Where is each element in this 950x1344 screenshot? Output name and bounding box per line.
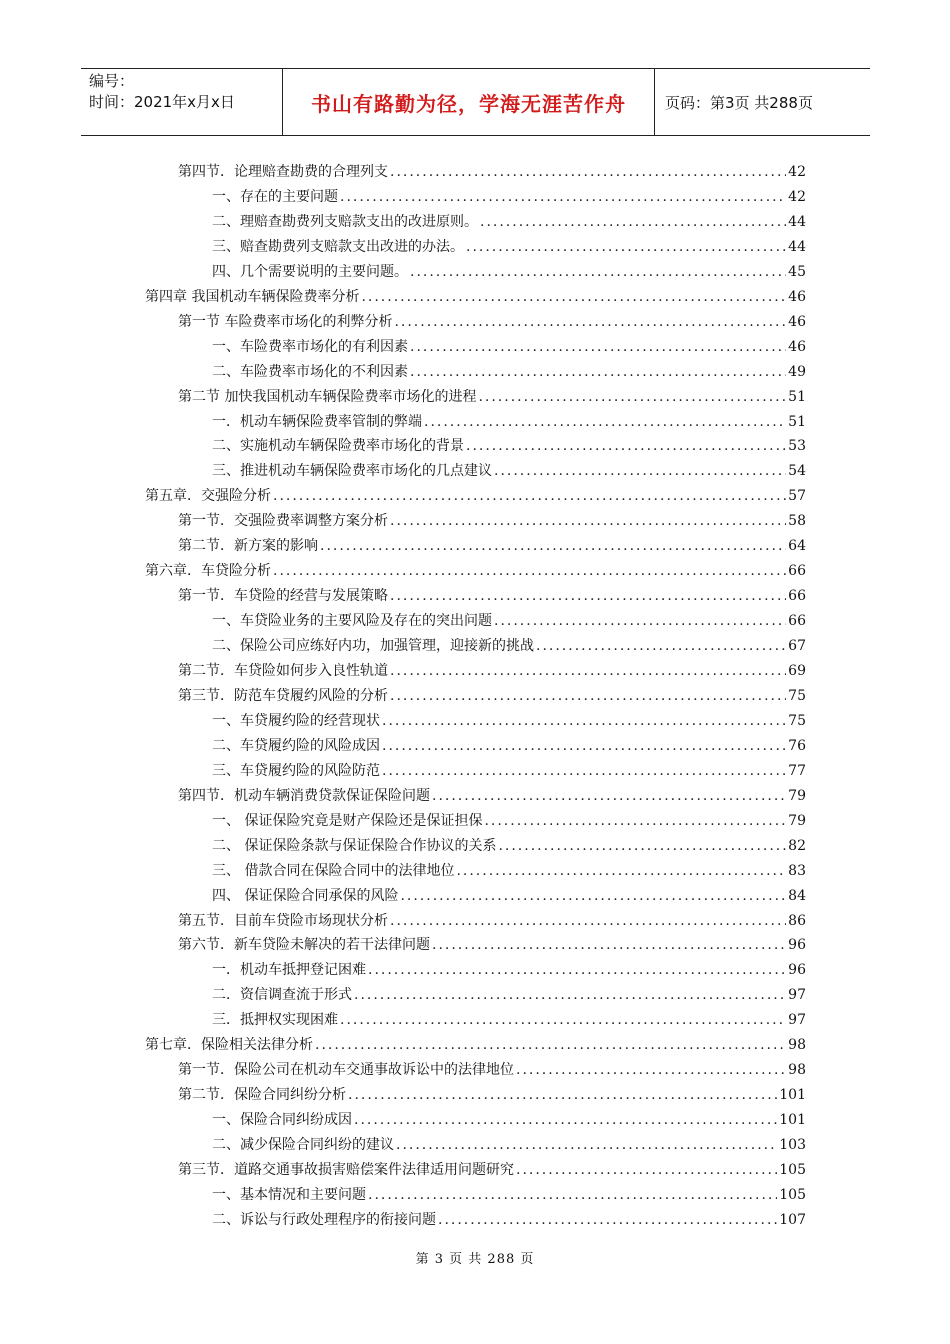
toc-entry[interactable] <box>178 534 806 558</box>
toc-entry-page: 53 <box>788 438 806 454</box>
toc-entry-page: 77 <box>788 763 806 779</box>
toc-dot-leader <box>390 584 786 608</box>
toc-dot-leader <box>484 809 786 833</box>
toc-entry-title: 三、赔查勘费列支赔款支出改进的办法。 <box>212 239 464 255</box>
toc-entry[interactable] <box>212 709 806 733</box>
toc-entry-page: 75 <box>788 713 806 729</box>
toc-entry[interactable] <box>212 459 806 483</box>
toc-dot-leader <box>516 1058 786 1082</box>
toc-dot-leader <box>456 859 786 883</box>
toc-entry-title: 第三节．防范车贷履约风险的分析 <box>178 688 388 704</box>
document-number-label: 编号： <box>89 72 135 90</box>
toc-entry-title: 第五节．目前车贷险市场现状分析 <box>178 913 388 929</box>
toc-dot-leader <box>315 1033 786 1057</box>
toc-entry[interactable] <box>178 659 806 683</box>
toc-entry-page: 105 <box>779 1162 806 1178</box>
toc-entry-title: 第二节 加快我国机动车辆保险费率市场化的进程 <box>178 389 477 405</box>
toc-entry[interactable] <box>212 634 806 658</box>
toc-dot-leader <box>432 784 786 808</box>
toc-entry-page: 82 <box>788 838 806 854</box>
toc-entry[interactable] <box>212 410 806 434</box>
toc-dot-leader <box>410 335 786 359</box>
toc-entry[interactable] <box>212 884 806 908</box>
toc-entry-page: 96 <box>788 937 806 953</box>
toc-entry[interactable] <box>212 1208 806 1232</box>
toc-entry-title: 第二节．保险合同纠纷分析 <box>178 1087 346 1103</box>
toc-dot-leader <box>340 1008 786 1032</box>
toc-entry[interactable] <box>212 859 806 883</box>
toc-entry-title: 一、车贷履约险的经营现状 <box>212 713 380 729</box>
toc-dot-leader <box>516 1158 777 1182</box>
toc-entry-title: 第一节 车险费率市场化的利弊分析 <box>178 314 393 330</box>
toc-entry-title: 二、保险公司应练好内功，加强管理，迎接新的挑战 <box>212 638 534 654</box>
toc-entry-page: 86 <box>788 913 806 929</box>
toc-entry-title: 二、理赔查勘费列支赔款支出的改进原则。 <box>212 214 478 230</box>
toc-entry-page: 44 <box>788 239 806 255</box>
toc-entry-title: 第三节．道路交通事故损害赔偿案件法律适用问题研究 <box>178 1162 514 1178</box>
toc-entry-page: 51 <box>788 389 806 405</box>
toc-dot-leader <box>400 884 786 908</box>
toc-entry[interactable] <box>212 260 806 284</box>
toc-entry-title: 一、车险费率市场化的有利因素 <box>212 339 408 355</box>
toc-dot-leader <box>410 360 786 384</box>
toc-entry-page: 67 <box>788 638 806 654</box>
toc-dot-leader <box>494 609 786 633</box>
toc-entry-page: 105 <box>779 1187 806 1203</box>
toc-entry-page: 66 <box>788 563 806 579</box>
toc-entry-page: 64 <box>788 538 806 554</box>
toc-dot-leader <box>390 160 786 184</box>
toc-entry[interactable] <box>178 310 806 334</box>
toc-entry-page: 44 <box>788 214 806 230</box>
toc-dot-leader <box>494 459 786 483</box>
toc-entry-title: 第五章．交强险分析 <box>145 488 271 504</box>
toc-entry[interactable] <box>212 734 806 758</box>
toc-entry-page: 46 <box>788 289 806 305</box>
toc-entry-title: 二、诉讼与行政处理程序的衔接问题 <box>212 1212 436 1228</box>
toc-dot-leader <box>432 933 786 957</box>
toc-entry-page: 79 <box>788 813 806 829</box>
toc-entry[interactable] <box>212 809 806 833</box>
toc-entry-page: 42 <box>788 189 806 205</box>
toc-dot-leader <box>273 559 786 583</box>
toc-entry[interactable] <box>178 684 806 708</box>
toc-entry-title: 第一节．车贷险的经营与发展策略 <box>178 588 388 604</box>
toc-dot-leader <box>424 410 786 434</box>
toc-entry-title: 二、车险费率市场化的不利因素 <box>212 364 408 380</box>
toc-entry[interactable] <box>212 235 806 259</box>
page-footer: 第 3 页 共 288 页 <box>415 1252 535 1267</box>
toc-entry-page: 49 <box>788 364 806 380</box>
toc-entry-title: 三、车贷履约险的风险防范 <box>212 763 380 779</box>
toc-dot-leader <box>320 534 786 558</box>
toc-dot-leader <box>466 235 786 259</box>
toc-entry-page: 84 <box>788 888 806 904</box>
toc-entry-title: 第四节．论理赔查勘费的合理列支 <box>178 164 388 180</box>
header-meta <box>81 69 283 135</box>
toc-dot-leader <box>368 958 786 982</box>
toc-entry-title: 二．资信调查流于形式 <box>212 987 352 1003</box>
toc-entry-page: 83 <box>788 863 806 879</box>
toc-dot-leader <box>382 709 786 733</box>
toc-entry-title: 三．抵押权实现困难 <box>212 1012 338 1028</box>
toc-dot-leader <box>396 1133 777 1157</box>
toc-dot-leader <box>354 1108 777 1132</box>
toc-entry[interactable] <box>212 1183 806 1207</box>
toc-entry-page: 101 <box>779 1112 806 1128</box>
toc-dot-leader <box>390 659 786 683</box>
toc-entry-page: 46 <box>788 339 806 355</box>
toc-dot-leader <box>340 185 786 209</box>
toc-dot-leader <box>498 834 786 858</box>
toc-entry[interactable] <box>212 609 806 633</box>
toc-entry-title: 第六章．车贷险分析 <box>145 563 271 579</box>
toc-dot-leader <box>410 260 786 284</box>
toc-entry-page: 97 <box>788 987 806 1003</box>
toc-dot-leader <box>368 1183 777 1207</box>
toc-entry-title: 四、 保证保险合同承保的风险 <box>212 888 399 904</box>
toc-entry-title: 一、基本情况和主要问题 <box>212 1187 366 1203</box>
toc-entry[interactable] <box>178 784 806 808</box>
toc-entry-page: 66 <box>788 588 806 604</box>
toc-entry[interactable] <box>212 983 806 1007</box>
toc-entry[interactable] <box>178 1083 806 1107</box>
toc-dot-leader <box>273 484 786 508</box>
toc-entry-title: 三、 借款合同在保险合同中的法律地位 <box>212 863 455 879</box>
toc-entry-page: 69 <box>788 663 806 679</box>
toc-entry-title: 第七章．保险相关法律分析 <box>145 1037 313 1053</box>
header-motto: 书山有路勤为径，学海无涯苦作舟 <box>283 69 655 135</box>
toc-entry-title: 一、存在的主要问题 <box>212 189 338 205</box>
toc-entry[interactable] <box>178 1058 806 1082</box>
toc-entry-title: 第四节．机动车辆消费贷款保证保险问题 <box>178 788 430 804</box>
toc-entry[interactable] <box>145 559 806 583</box>
toc-entry-page: 107 <box>779 1212 806 1228</box>
toc-entry-title: 一．机动车辆保险费率管制的弊端 <box>212 414 422 430</box>
toc-dot-leader <box>390 909 786 933</box>
toc-entry[interactable] <box>178 1158 806 1182</box>
toc-entry-title: 一、保险合同纠纷成因 <box>212 1112 352 1128</box>
toc-entry[interactable] <box>212 1008 806 1032</box>
toc-entry-title: 第二节．车贷险如何步入良性轨道 <box>178 663 388 679</box>
toc-entry-page: 51 <box>788 414 806 430</box>
page-header <box>81 68 870 136</box>
toc-entry-page: 66 <box>788 613 806 629</box>
toc-entry-title: 第一节．保险公司在机动车交通事故诉讼中的法律地位 <box>178 1062 514 1078</box>
toc-dot-leader <box>438 1208 777 1232</box>
toc-entry-page: 46 <box>788 314 806 330</box>
toc-dot-leader <box>390 684 786 708</box>
toc-entry-page: 45 <box>788 264 806 280</box>
toc-entry-page: 101 <box>779 1087 806 1103</box>
toc-dot-leader <box>361 285 786 309</box>
toc-dot-leader <box>536 634 786 658</box>
toc-entry-title: 二、 保证保险条款与保证保险合作协议的关系 <box>212 838 497 854</box>
toc-entry-title: 四、几个需要说明的主要问题。 <box>212 264 408 280</box>
toc-dot-leader <box>394 310 786 334</box>
toc-dot-leader <box>466 434 786 458</box>
toc-entry-title: 第二节．新方案的影响 <box>178 538 318 554</box>
toc-entry-page: 97 <box>788 1012 806 1028</box>
toc-entry[interactable] <box>145 285 806 309</box>
toc-entry[interactable] <box>145 1033 806 1057</box>
toc-entry-title: 二、车贷履约险的风险成因 <box>212 738 380 754</box>
toc-entry[interactable] <box>178 909 806 933</box>
toc-entry[interactable] <box>212 360 806 384</box>
toc-entry[interactable] <box>212 1108 806 1132</box>
toc-entry-page: 96 <box>788 962 806 978</box>
toc-entry-page: 42 <box>788 164 806 180</box>
toc-entry[interactable] <box>212 759 806 783</box>
toc-entry-title: 一、车贷险业务的主要风险及存在的突出问题 <box>212 613 492 629</box>
toc-entry-page: 76 <box>788 738 806 754</box>
toc-entry[interactable] <box>212 834 806 858</box>
header-page-label: 页码：第3页 共288页 <box>665 93 813 112</box>
toc-entry[interactable] <box>178 385 806 409</box>
toc-entry-page: 57 <box>788 488 806 504</box>
toc-entry-page: 54 <box>788 463 806 479</box>
toc-entry-title: 二、减少保险合同纠纷的建议 <box>212 1137 394 1153</box>
toc-entry[interactable] <box>212 434 806 458</box>
toc-entry[interactable] <box>178 509 806 533</box>
toc-entry-page: 79 <box>788 788 806 804</box>
toc-entry[interactable] <box>212 958 806 982</box>
toc-entry-title: 第四章 我国机动车辆保险费率分析 <box>145 289 360 305</box>
toc-entry[interactable] <box>178 584 806 608</box>
toc-dot-leader <box>480 210 786 234</box>
toc-entry-title: 二、实施机动车辆保险费率市场化的背景 <box>212 438 464 454</box>
toc-entry-page: 58 <box>788 513 806 529</box>
toc-entry[interactable] <box>178 933 806 957</box>
toc-dot-leader <box>382 759 786 783</box>
toc-entry-title: 第六节．新车贷险未解决的若干法律问题 <box>178 937 430 953</box>
toc-entry-title: 一、 保证保险究竟是财产保险还是保证担保 <box>212 813 483 829</box>
toc-entry-title: 一．机动车抵押登记困难 <box>212 962 366 978</box>
toc-dot-leader <box>390 509 786 533</box>
toc-entry[interactable] <box>178 160 806 184</box>
toc-entry[interactable] <box>212 210 806 234</box>
toc-entry-page: 103 <box>779 1137 806 1153</box>
toc-entry-page: 75 <box>788 688 806 704</box>
toc-entry[interactable] <box>212 335 806 359</box>
toc-dot-leader <box>354 983 786 1007</box>
document-date-label: 时间：2021年x月x日 <box>89 93 235 111</box>
toc-entry-title: 三、推进机动车辆保险费率市场化的几点建议 <box>212 463 492 479</box>
toc-entry[interactable] <box>212 1133 806 1157</box>
toc-entry[interactable] <box>145 484 806 508</box>
toc-dot-leader <box>348 1083 777 1107</box>
toc-entry[interactable] <box>212 185 806 209</box>
toc-entry-page: 98 <box>788 1062 806 1078</box>
toc-entry-title: 第一节．交强险费率调整方案分析 <box>178 513 388 529</box>
toc-dot-leader <box>382 734 786 758</box>
toc-entry-page: 98 <box>788 1037 806 1053</box>
toc-dot-leader <box>478 385 786 409</box>
